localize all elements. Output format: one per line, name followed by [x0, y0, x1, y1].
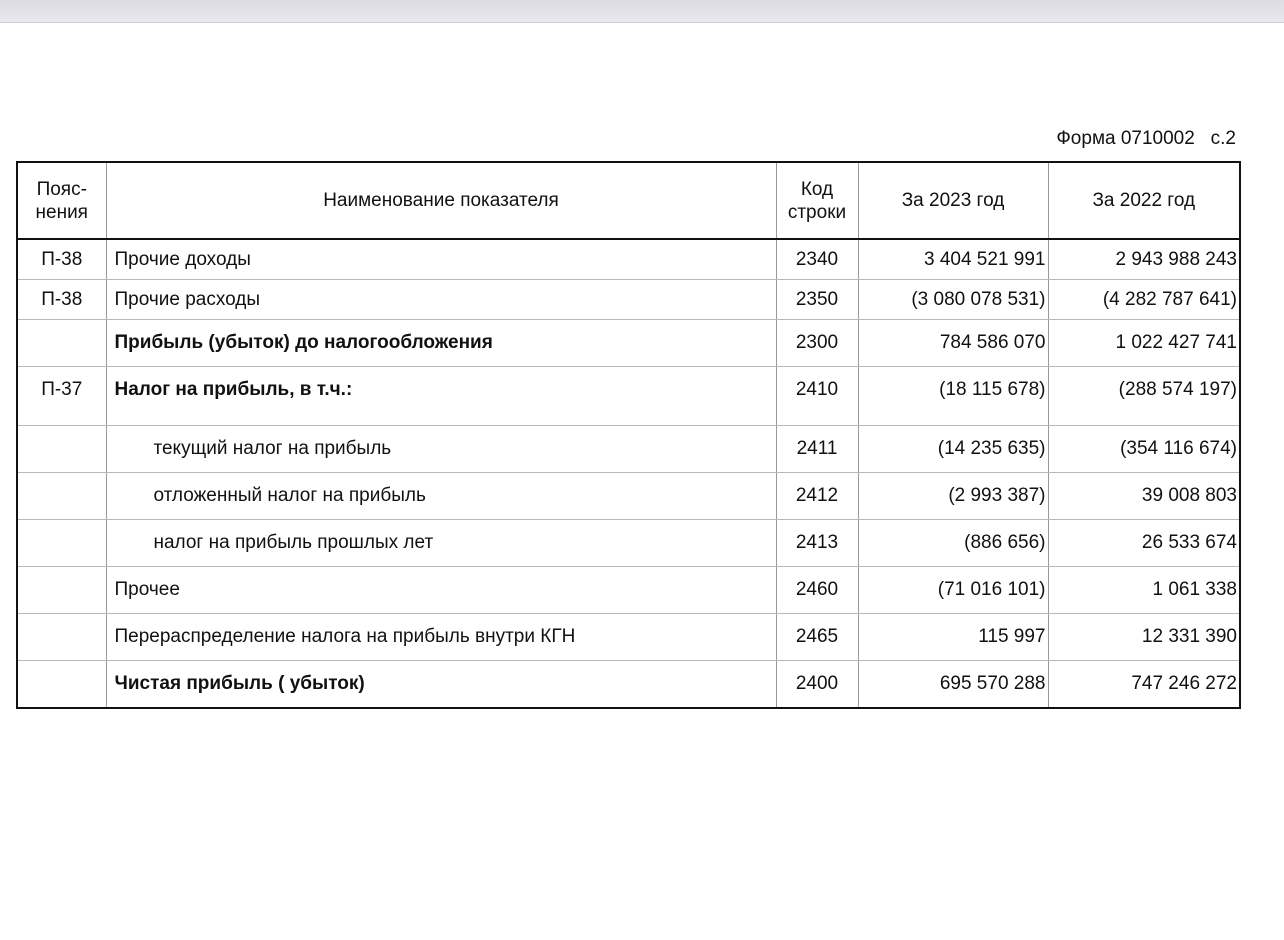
row-value-2023: (886 656) — [858, 520, 1048, 567]
header-code — [776, 162, 858, 239]
row-name: Налог на прибыль, в т.ч.: — [106, 367, 776, 426]
table-row — [17, 426, 1240, 473]
row-note — [17, 426, 106, 473]
row-note — [17, 661, 106, 709]
table-row — [17, 567, 1240, 614]
row-value-2023: (14 235 635) — [858, 426, 1048, 473]
header-code-text: Код строки — [787, 178, 847, 223]
table-row — [17, 473, 1240, 520]
header-note — [17, 162, 106, 239]
row-note: П-38 — [17, 239, 106, 280]
table-row — [17, 520, 1240, 567]
table-row — [17, 239, 1240, 280]
header-2023: За 2023 год — [858, 162, 1048, 239]
income-statement-table — [16, 161, 1241, 709]
row-value-2022: (354 116 674) — [1048, 426, 1240, 473]
table-row — [17, 280, 1240, 320]
table-row — [17, 661, 1240, 709]
row-value-2022: 1 022 427 741 — [1048, 320, 1240, 367]
row-code: 2350 — [776, 280, 858, 320]
row-code: 2400 — [776, 661, 858, 709]
row-value-2023: 784 586 070 — [858, 320, 1048, 367]
row-value-2022: 26 533 674 — [1048, 520, 1240, 567]
row-value-2023: 695 570 288 — [858, 661, 1048, 709]
row-name: Прибыль (убыток) до налогообложения — [106, 320, 776, 367]
row-value-2022: 39 008 803 — [1048, 473, 1240, 520]
row-value-2022: (288 574 197) — [1048, 367, 1240, 426]
row-value-2022: 747 246 272 — [1048, 661, 1240, 709]
row-name: Чистая прибыль ( убыток) — [106, 661, 776, 709]
row-name: текущий налог на прибыль — [106, 426, 776, 473]
row-name: налог на прибыль прошлых лет — [106, 520, 776, 567]
row-code: 2411 — [776, 426, 858, 473]
table-row — [17, 367, 1240, 426]
row-code: 2340 — [776, 239, 858, 280]
row-value-2023: (2 993 387) — [858, 473, 1048, 520]
row-value-2023: 115 997 — [858, 614, 1048, 661]
row-code: 2413 — [776, 520, 858, 567]
row-note: П-38 — [17, 280, 106, 320]
row-note — [17, 473, 106, 520]
row-code: 2300 — [776, 320, 858, 367]
row-value-2022: 2 943 988 243 — [1048, 239, 1240, 280]
row-code: 2410 — [776, 367, 858, 426]
row-code: 2460 — [776, 567, 858, 614]
row-note — [17, 567, 106, 614]
table-header-row — [17, 162, 1240, 239]
row-value-2023: (18 115 678) — [858, 367, 1048, 426]
row-code: 2412 — [776, 473, 858, 520]
row-code: 2465 — [776, 614, 858, 661]
row-name: Прочие доходы — [106, 239, 776, 280]
row-name: Прочее — [106, 567, 776, 614]
form-number-label: Форма 0710002 с.2 — [1056, 128, 1236, 149]
header-name: Наименование показателя — [106, 162, 776, 239]
row-name: Перераспределение налога на прибыль внутри КГН — [106, 614, 776, 661]
row-note — [17, 320, 106, 367]
header-2022: За 2022 год — [1048, 162, 1240, 239]
window-top-bar — [0, 0, 1284, 23]
row-value-2023: 3 404 521 991 — [858, 239, 1048, 280]
row-note — [17, 520, 106, 567]
row-note — [17, 614, 106, 661]
table-row — [17, 320, 1240, 367]
row-value-2023: (71 016 101) — [858, 567, 1048, 614]
row-value-2023: (3 080 078 531) — [858, 280, 1048, 320]
row-value-2022: 12 331 390 — [1048, 614, 1240, 661]
row-note: П-37 — [17, 367, 106, 426]
row-name: Прочие расходы — [106, 280, 776, 320]
row-name: отложенный налог на прибыль — [106, 473, 776, 520]
table-row — [17, 614, 1240, 661]
header-note-text: Пояс-нения — [35, 178, 88, 223]
row-value-2022: 1 061 338 — [1048, 567, 1240, 614]
row-value-2022: (4 282 787 641) — [1048, 280, 1240, 320]
